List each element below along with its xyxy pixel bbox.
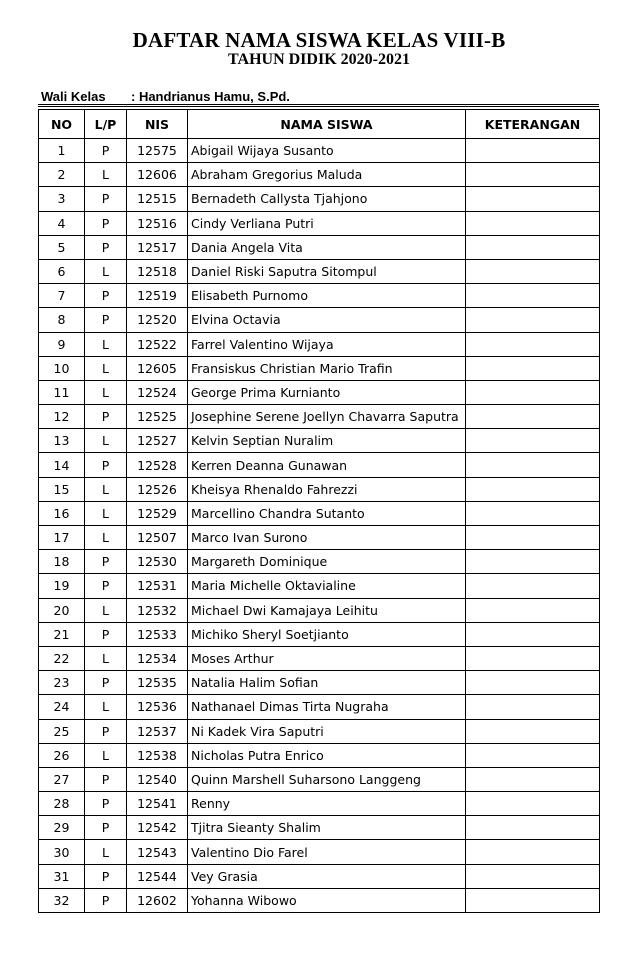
cell-nama: Michael Dwi Kamajaya Leihitu [188,598,466,622]
cell-keterangan [466,187,600,211]
cell-nama: Nicholas Putra Enrico [188,743,466,767]
cell-lp: P [85,405,127,429]
cell-lp: P [85,308,127,332]
cell-keterangan [466,405,600,429]
cell-keterangan [466,792,600,816]
cell-keterangan [466,211,600,235]
cell-nama: Bernadeth Callysta Tjahjono [188,187,466,211]
cell-nis: 12536 [127,695,188,719]
cell-nama: Abraham Gregorius Maluda [188,163,466,187]
cell-nama: Moses Arthur [188,646,466,670]
cell-lp: P [85,550,127,574]
cell-nis: 12543 [127,840,188,864]
cell-nis: 12527 [127,429,188,453]
cell-lp: P [85,211,127,235]
cell-keterangan [466,429,600,453]
table-row [39,308,600,332]
cell-nis: 12520 [127,308,188,332]
cell-nis: 12525 [127,405,188,429]
table-row [39,574,600,598]
cell-lp: P [85,187,127,211]
cell-nama: Kelvin Septian Nuralim [188,429,466,453]
cell-nama: Dania Angela Vita [188,235,466,259]
cell-no: 7 [39,284,85,308]
cell-lp: L [85,332,127,356]
cell-keterangan [466,671,600,695]
cell-no: 8 [39,308,85,332]
cell-lp: L [85,163,127,187]
cell-keterangan [466,743,600,767]
cell-no: 3 [39,187,85,211]
table-row [39,695,600,719]
table-header-row [39,110,600,139]
cell-no: 11 [39,380,85,404]
table-row [39,767,600,791]
cell-nama: Ni Kadek Vira Saputri [188,719,466,743]
document-title: DAFTAR NAMA SISWA KELAS VIII-B [132,28,506,52]
cell-no: 19 [39,574,85,598]
cell-keterangan [466,646,600,670]
cell-no: 32 [39,888,85,912]
cell-nis: 12531 [127,574,188,598]
cell-nama: Margareth Dominique [188,550,466,574]
cell-lp: L [85,501,127,525]
cell-nis: 12522 [127,332,188,356]
cell-lp: L [85,477,127,501]
cell-no: 4 [39,211,85,235]
cell-keterangan [466,598,600,622]
table-row [39,598,600,622]
table-row [39,816,600,840]
table-row [39,864,600,888]
cell-lp: P [85,235,127,259]
cell-no: 22 [39,646,85,670]
cell-nis: 12529 [127,501,188,525]
cell-keterangan [466,816,600,840]
cell-nama: Josephine Serene Joellyn Chavarra Saputra [188,405,466,429]
column-header-keterangan: KETERANGAN [466,110,600,139]
cell-no: 16 [39,501,85,525]
cell-keterangan [466,767,600,791]
cell-nis: 12530 [127,550,188,574]
cell-lp: L [85,695,127,719]
table-row [39,163,600,187]
document-subtitle: TAHUN DIDIK 2020-2021 [228,51,410,68]
table-row [39,477,600,501]
cell-nis: 12533 [127,622,188,646]
cell-nama: Tjitra Sieanty Shalim [188,816,466,840]
cell-nis: 12541 [127,792,188,816]
table-row [39,429,600,453]
cell-nis: 12517 [127,235,188,259]
cell-no: 24 [39,695,85,719]
cell-no: 17 [39,526,85,550]
table-row [39,259,600,283]
table-row [39,526,600,550]
cell-keterangan [466,888,600,912]
cell-nis: 12516 [127,211,188,235]
cell-keterangan [466,259,600,283]
table-row [39,888,600,912]
cell-lp: P [85,767,127,791]
cell-nama: Abigail Wijaya Susanto [188,139,466,163]
cell-nama: Natalia Halim Sofian [188,671,466,695]
cell-no: 30 [39,840,85,864]
cell-lp: P [85,622,127,646]
table-row [39,284,600,308]
cell-nama: Renny [188,792,466,816]
cell-keterangan [466,501,600,525]
cell-keterangan [466,864,600,888]
cell-keterangan [466,550,600,574]
cell-nis: 12540 [127,767,188,791]
cell-lp: P [85,719,127,743]
cell-nis: 12538 [127,743,188,767]
table-row [39,405,600,429]
cell-nis: 12515 [127,187,188,211]
cell-nis: 12602 [127,888,188,912]
table-row [39,235,600,259]
cell-lp: L [85,356,127,380]
cell-no: 23 [39,671,85,695]
cell-lp: L [85,646,127,670]
cell-keterangan [466,622,600,646]
cell-nama: Kerren Deanna Gunawan [188,453,466,477]
cell-lp: P [85,864,127,888]
cell-nama: Valentino Dio Farel [188,840,466,864]
cell-lp: L [85,429,127,453]
cell-keterangan [466,235,600,259]
table-row [39,550,600,574]
cell-nis: 12606 [127,163,188,187]
cell-no: 21 [39,622,85,646]
cell-lp: P [85,284,127,308]
cell-nama: Cindy Verliana Putri [188,211,466,235]
cell-lp: L [85,743,127,767]
cell-no: 10 [39,356,85,380]
cell-lp: P [85,816,127,840]
table-row [39,840,600,864]
cell-keterangan [466,695,600,719]
cell-nis: 12519 [127,284,188,308]
cell-lp: L [85,259,127,283]
cell-nama: Maria Michelle Oktavialine [188,574,466,598]
cell-nama: Kheisya Rhenaldo Fahrezzi [188,477,466,501]
table-row [39,356,600,380]
table-row [39,187,600,211]
wali-kelas-value: : Handrianus Hamu, S.Pd. [131,89,290,104]
table-row [39,646,600,670]
cell-lp: P [85,453,127,477]
cell-lp: L [85,598,127,622]
table-row [39,139,600,163]
cell-keterangan [466,139,600,163]
cell-lp: L [85,380,127,404]
cell-lp: P [85,888,127,912]
table-row [39,332,600,356]
cell-keterangan [466,453,600,477]
column-header-nama: NAMA SISWA [188,110,466,139]
cell-nis: 12534 [127,646,188,670]
cell-no: 25 [39,719,85,743]
cell-keterangan [466,163,600,187]
cell-nama: Marcellino Chandra Sutanto [188,501,466,525]
cell-keterangan [466,719,600,743]
cell-nama: Michiko Sheryl Soetjianto [188,622,466,646]
cell-no: 1 [39,139,85,163]
cell-keterangan [466,526,600,550]
cell-no: 26 [39,743,85,767]
cell-no: 12 [39,405,85,429]
cell-no: 18 [39,550,85,574]
cell-lp: L [85,840,127,864]
cell-no: 6 [39,259,85,283]
cell-nis: 12526 [127,477,188,501]
cell-nama: Farrel Valentino Wijaya [188,332,466,356]
cell-no: 14 [39,453,85,477]
cell-nis: 12507 [127,526,188,550]
cell-lp: P [85,574,127,598]
table-row [39,719,600,743]
cell-nis: 12528 [127,453,188,477]
cell-nama: Quinn Marshell Suharsono Langgeng [188,767,466,791]
cell-nama: Marco Ivan Surono [188,526,466,550]
table-row [39,453,600,477]
cell-nama: Fransiskus Christian Mario Trafin [188,356,466,380]
cell-keterangan [466,477,600,501]
cell-nama: Nathanael Dimas Tirta Nugraha [188,695,466,719]
cell-keterangan [466,308,600,332]
cell-lp: P [85,139,127,163]
column-header-nis: NIS [127,110,188,139]
cell-no: 13 [39,429,85,453]
cell-keterangan [466,332,600,356]
cell-nis: 12575 [127,139,188,163]
cell-keterangan [466,284,600,308]
cell-nis: 12537 [127,719,188,743]
cell-nis: 12518 [127,259,188,283]
cell-keterangan [466,574,600,598]
table-row [39,622,600,646]
column-header-no: NO [39,110,85,139]
cell-keterangan [466,840,600,864]
cell-keterangan [466,356,600,380]
table-row [39,211,600,235]
table-row [39,501,600,525]
cell-no: 28 [39,792,85,816]
cell-lp: P [85,671,127,695]
cell-no: 15 [39,477,85,501]
table-row [39,380,600,404]
cell-nis: 12524 [127,380,188,404]
cell-nama: Yohanna Wibowo [188,888,466,912]
table-row [39,671,600,695]
cell-nama: Vey Grasia [188,864,466,888]
cell-nama: George Prima Kurnianto [188,380,466,404]
wali-kelas [41,89,290,104]
cell-keterangan [466,380,600,404]
cell-nama: Elisabeth Purnomo [188,284,466,308]
cell-nis: 12535 [127,671,188,695]
cell-lp: L [85,526,127,550]
table-row [39,792,600,816]
wali-kelas-label: Wali Kelas [41,89,106,104]
table-row [39,743,600,767]
student-table [38,109,600,913]
cell-no: 2 [39,163,85,187]
cell-nis: 12605 [127,356,188,380]
column-header-lp: L/P [85,110,127,139]
cell-no: 20 [39,598,85,622]
cell-no: 9 [39,332,85,356]
cell-nama: Elvina Octavia [188,308,466,332]
cell-no: 27 [39,767,85,791]
cell-no: 5 [39,235,85,259]
cell-no: 31 [39,864,85,888]
cell-nis: 12542 [127,816,188,840]
cell-nis: 12544 [127,864,188,888]
cell-nama: Daniel Riski Saputra Sitompul [188,259,466,283]
cell-lp: P [85,792,127,816]
cell-no: 29 [39,816,85,840]
cell-nis: 12532 [127,598,188,622]
